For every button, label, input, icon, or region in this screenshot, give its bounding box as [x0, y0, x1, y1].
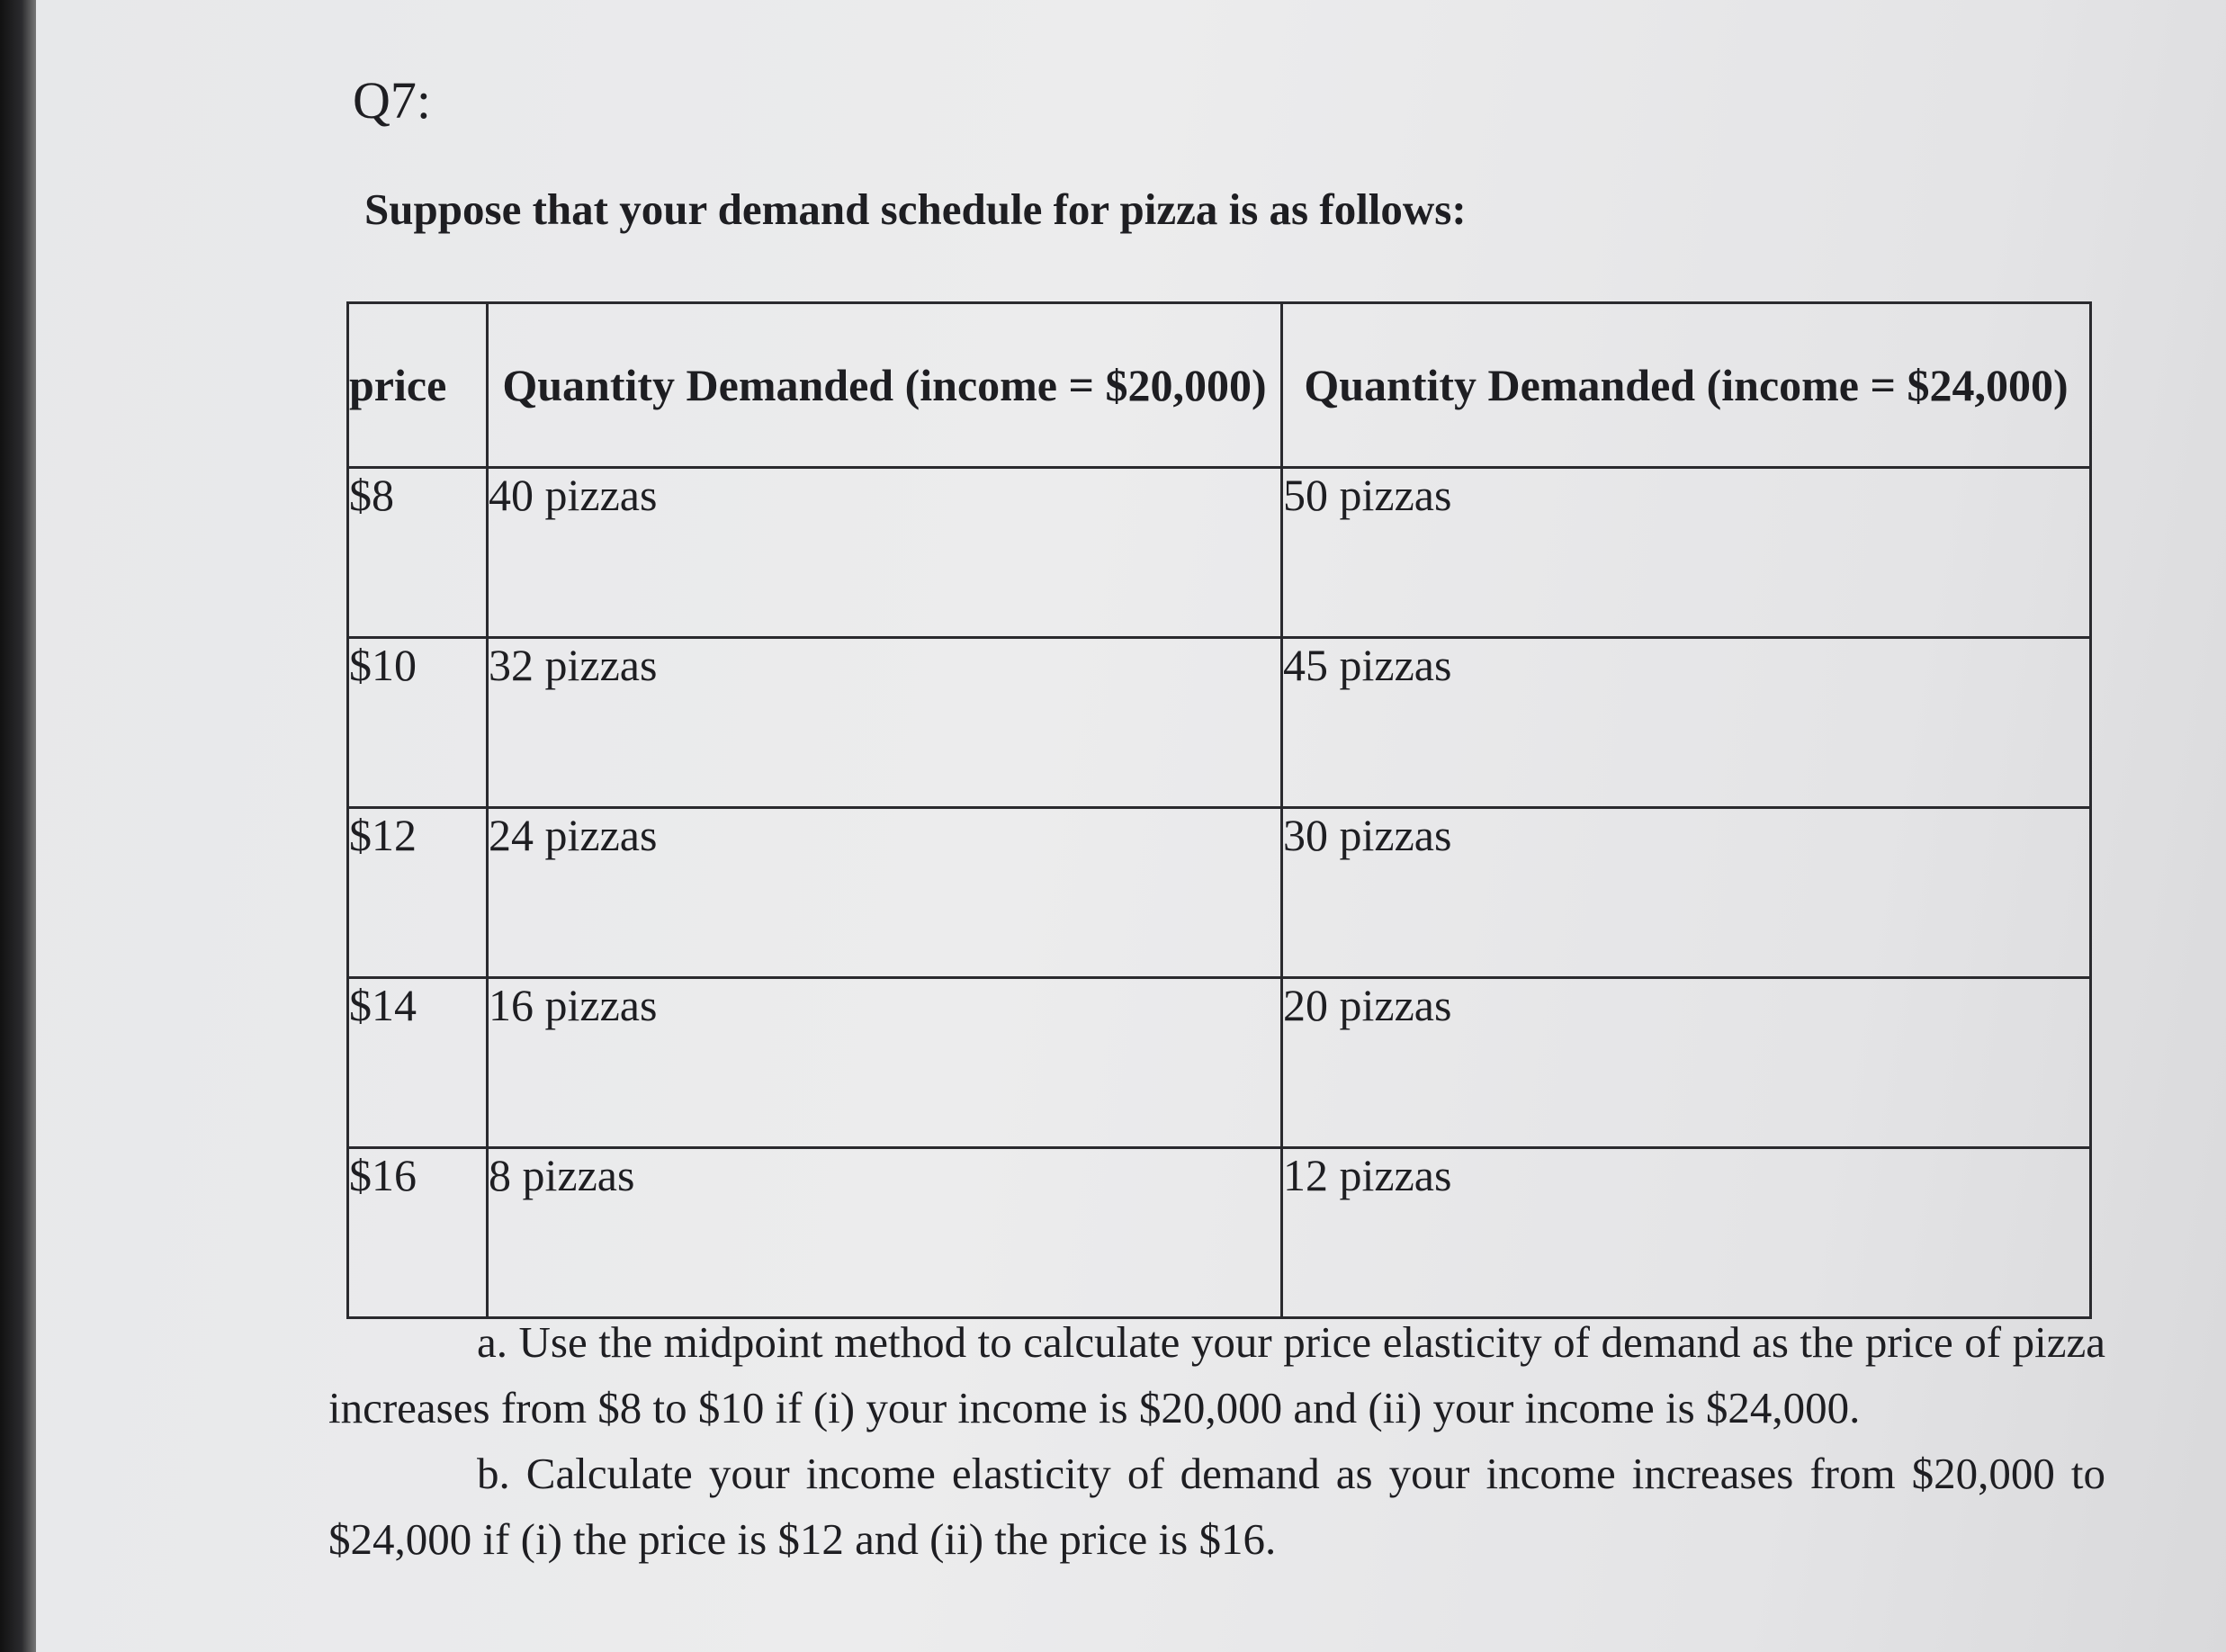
- table-header-row: [348, 303, 2091, 468]
- price-cell: $14: [348, 978, 488, 1148]
- quantity-income-20000-cell: 16 pizzas: [488, 978, 1282, 1148]
- price-cell: $12: [348, 808, 488, 978]
- question-intro: Suppose that your demand schedule for pizza is as follows:: [364, 184, 1467, 234]
- sub-questions: [328, 1309, 2105, 1572]
- header-quantity-income-20000: Quantity Demanded (income = $20,000): [488, 303, 1282, 468]
- quantity-income-20000-cell: 40 pizzas: [488, 468, 1282, 638]
- quantity-income-24000-cell: 20 pizzas: [1282, 978, 2091, 1148]
- table-row: [348, 468, 2091, 638]
- price-cell: $10: [348, 638, 488, 808]
- header-quantity-income-24000: Quantity Demanded (income = $24,000): [1282, 303, 2091, 468]
- table-row: [348, 978, 2091, 1148]
- document-page: [36, 0, 2226, 1652]
- quantity-income-20000-cell: 8 pizzas: [488, 1148, 1282, 1318]
- screen-bezel: [0, 0, 36, 1652]
- demand-schedule-table: [346, 301, 2092, 1319]
- quantity-income-20000-cell: 32 pizzas: [488, 638, 1282, 808]
- quantity-income-24000-cell: 50 pizzas: [1282, 468, 2091, 638]
- question-a: a. Use the midpoint method to calculate your price elasticity of demand as the price of pizza increases from $8 to $10 if (i) your income is $20,000 and (ii) your income is $24,000.: [328, 1317, 2105, 1432]
- question-b: b. Calculate your income elasticity of demand as your income increases from $20,000 to $24,000 if (i) the price is $12 and (ii) the price is $16.: [328, 1449, 2105, 1564]
- price-cell: $8: [348, 468, 488, 638]
- question-number: Q7:: [353, 71, 431, 130]
- quantity-income-20000-cell: 24 pizzas: [488, 808, 1282, 978]
- table-row: [348, 808, 2091, 978]
- header-price: price: [348, 303, 488, 468]
- price-cell: $16: [348, 1148, 488, 1318]
- quantity-income-24000-cell: 30 pizzas: [1282, 808, 2091, 978]
- table-row: [348, 638, 2091, 808]
- quantity-income-24000-cell: 45 pizzas: [1282, 638, 2091, 808]
- table-row: [348, 1148, 2091, 1318]
- quantity-income-24000-cell: 12 pizzas: [1282, 1148, 2091, 1318]
